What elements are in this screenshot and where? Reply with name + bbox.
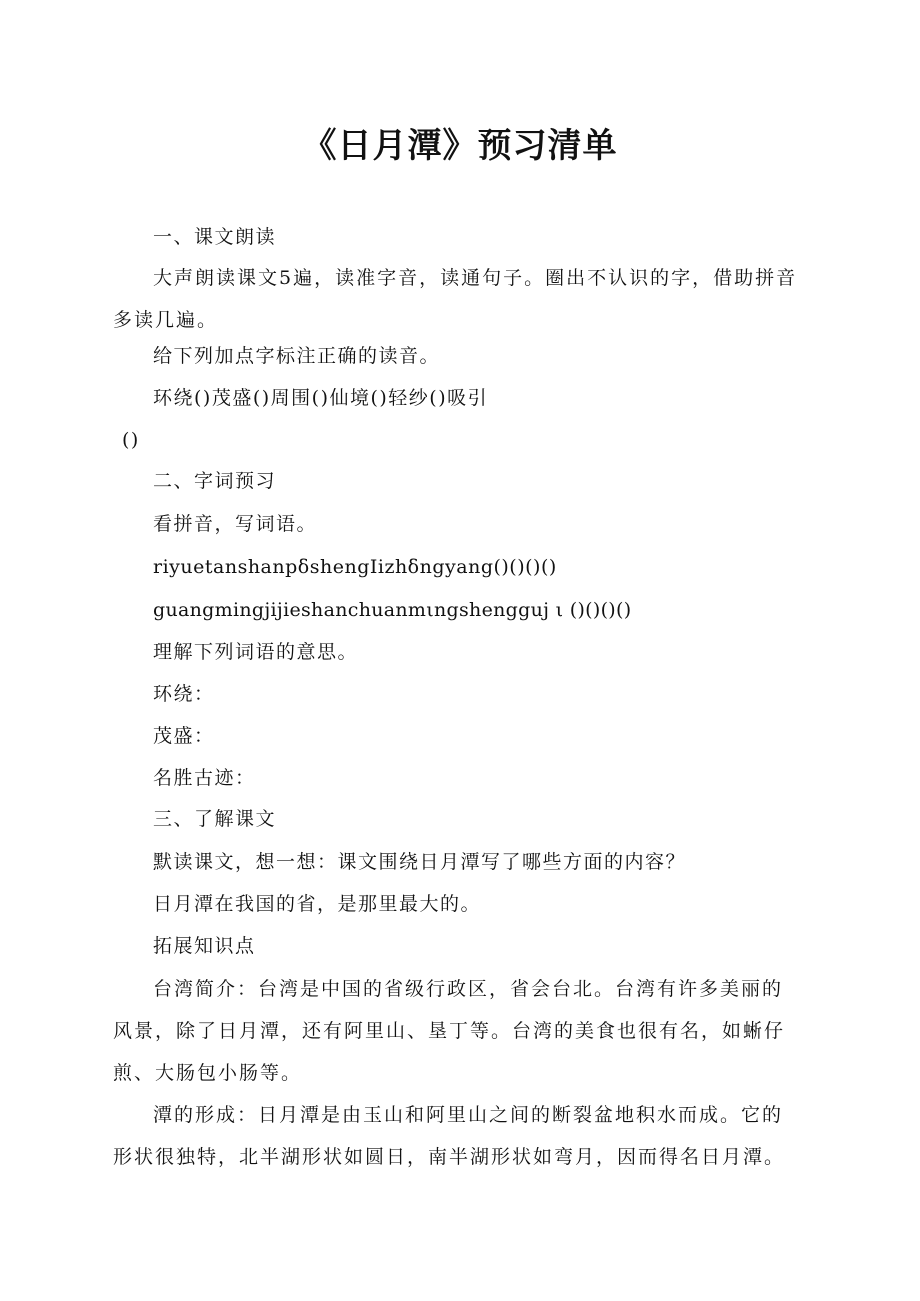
word-meaning-3: 名胜古迹： xyxy=(153,767,256,789)
word-meaning-2: 茂盛： xyxy=(153,725,215,747)
extension-heading: 拓展知识点 xyxy=(153,935,256,957)
document-title: 《日月潭》预习清单 xyxy=(302,126,618,166)
section-1-paragraph-3-continued: () xyxy=(122,429,140,451)
word-meaning-1: 环绕： xyxy=(153,683,215,705)
section-1-paragraph-2: 给下列加点字标注正确的读音。 xyxy=(153,345,441,367)
section-3-paragraph-1: 默读课文，想一想：课文围绕日月潭写了哪些方面的内容？ xyxy=(153,851,687,873)
taiwan-intro-paragraph: 台湾简介：台湾是中国的省级行政区，省会台北。台湾有许多美丽的风景，除了日月潭，还有阿里山、垦丁等。台湾的美食也很有名，如蜥仔煎、大肠包小肠等。 xyxy=(113,978,786,1084)
section-1-heading: 一、课文朗读 xyxy=(153,226,277,248)
lake-formation-paragraph: 潭的形成：日月潭是由玉山和阿里山之间的断裂盆地积水而成。它的形状很独特，北半湖形状如圆日，南半湖形状如弯月，因而得名日月潭。 xyxy=(113,1104,786,1168)
section-2-heading: 二、字词预习 xyxy=(153,470,277,492)
section-3-paragraph-2: 日月潭在我国的省，是那里最大的。 xyxy=(153,893,482,915)
pinyin-line-1: riyuetanshanpδshengIizhδngyang()()()() xyxy=(153,556,557,578)
section-3-heading: 三、了解课文 xyxy=(153,808,277,830)
section-2-paragraph-2: 理解下列词语的意思。 xyxy=(153,641,359,663)
section-2-paragraph-1: 看拼音，写词语。 xyxy=(153,513,318,535)
pinyin-line-2: guangmingjijieshanchuanmιngshengguj ι ()()()() xyxy=(153,599,632,621)
section-1-paragraph-1: 大声朗读课文5遍，读准字音，读通句子。圈出不认识的字，借助拼音多读几遍。 xyxy=(113,267,798,331)
section-1-paragraph-3: 环绕()茂盛()周围()仙境()轻纱()吸引 xyxy=(153,387,489,409)
